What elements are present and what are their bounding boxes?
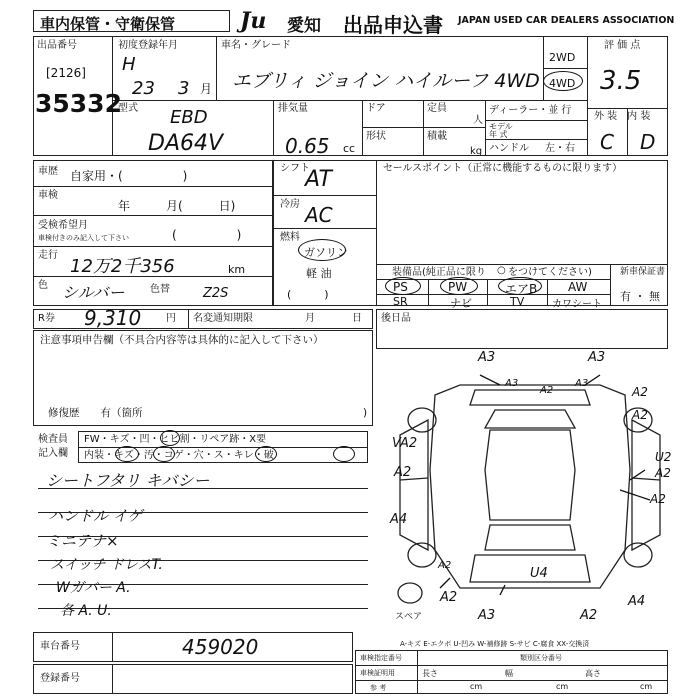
mark-a2-front-small: A2 (540, 385, 554, 396)
recv-label: 受検希望月 (38, 220, 88, 231)
car-name-label: 車名・グレード (221, 40, 291, 51)
code-dirt-circle (153, 446, 175, 462)
registration-label: 登録番号 (40, 673, 80, 684)
mark-a2-fr-2: A2 (632, 408, 648, 422)
equip-ps: PS (393, 280, 408, 294)
displacement-value: 0.65 (285, 134, 330, 158)
recycle-value: 9,310 (84, 306, 142, 330)
association-name: JAPAN USED CAR DEALERS ASSOCIATION (458, 15, 675, 26)
recycle-label: R券 (38, 313, 55, 324)
mark-a2-rear-right: A2 (580, 608, 598, 623)
equip-pw: PW (448, 280, 468, 294)
spare-label: スペア (395, 612, 423, 622)
wheel-fl (408, 408, 436, 432)
km-unit: km (228, 263, 246, 276)
fuel-gasoline-circle (298, 239, 346, 261)
equip-cushion: カワシート (552, 299, 602, 310)
score-label: 評 価 点 (604, 40, 641, 51)
displacement-label: 排気量 (278, 103, 308, 114)
cert-number-label: 車検指定番号 (360, 654, 402, 662)
note-line-2: ハンドル イゲ (48, 507, 143, 525)
person-unit: 人 (473, 115, 483, 126)
mark-a3-rear: A3 (478, 608, 496, 623)
mark-u4-rear: U4 (530, 566, 548, 581)
code-tear-circle (333, 446, 355, 462)
storage-label: 車内保管・守衛保管 (40, 15, 176, 33)
windshield (485, 410, 575, 428)
model-prefix: EBD (170, 107, 208, 128)
era-value: H (122, 54, 136, 75)
inspection-label: 車検 (38, 190, 58, 201)
code-dent-circle (160, 430, 180, 446)
lot-sub: [2126] (46, 66, 86, 80)
ext-int-label: 外 装 内 装 (594, 111, 651, 122)
recv-value: ( ) (172, 228, 242, 242)
equip-airbag-circle (498, 277, 542, 295)
equip-aw: AW (568, 280, 588, 294)
ac-value: AC (305, 203, 333, 227)
notice-day: 日 (352, 313, 362, 324)
inspector-row-1: FW・キズ・凹・ヒビ割・リペア跡・X要 (84, 434, 267, 445)
height-label: 高さ (585, 669, 601, 678)
warranty-label: 新車保証書 (620, 267, 666, 277)
fuel-paren: ( ) (287, 288, 329, 301)
inspector-label-2: 記入欄 (38, 448, 68, 459)
length-label: 長さ (422, 669, 438, 678)
registration-box (33, 664, 353, 694)
mark-a2-hatch: A2 (438, 560, 452, 571)
chassis-value: 459020 (182, 635, 259, 659)
4wd-circle (543, 71, 583, 91)
mark-a3-front-left: A3 (478, 350, 496, 365)
2wd-label: 2WD (549, 51, 576, 64)
lot-number: 35332 (35, 89, 122, 118)
recv-sub: 車検付きのみ記入して下さい (38, 234, 129, 242)
4wd-label: 4WD (549, 77, 576, 90)
fuel-label: 燃料 (280, 232, 300, 243)
dealer-label: ディーラー・並 行 (489, 105, 572, 116)
color-code-value: Z2S (203, 286, 229, 301)
lot-label: 出品番号 (37, 40, 77, 51)
mark-a2-fr-1: A2 (632, 385, 648, 399)
year-value: 23 (132, 78, 155, 99)
equip-sr: SR (393, 295, 408, 308)
month-value: 3 (178, 78, 190, 99)
fuel-gasoline: ガソリン (304, 246, 348, 259)
tax-notice-label: 名変通知期限 (193, 313, 253, 324)
color-value: シルバー (62, 283, 125, 302)
ju-logo: Ju (240, 8, 267, 34)
length-unit: cm (470, 682, 483, 691)
capacity-label: 定員 (427, 103, 447, 114)
note-line-1: シートフタリ キバシー (46, 471, 210, 490)
storage-label-box (33, 10, 230, 32)
class-number-label: 類別区分番号 (520, 654, 562, 662)
mark-a3-hood-left: A3 (505, 378, 519, 389)
car-hood-line (470, 390, 590, 405)
equip-label-2: をつけてください) (508, 267, 592, 278)
ref-label: 参 考 (370, 684, 387, 692)
sales-point-label: セールスポイント（正常に機能するものに限ります） (383, 163, 623, 174)
width-label: 幅 (505, 669, 513, 678)
door-label: ドア (366, 103, 386, 114)
model-label: 型式 (118, 103, 138, 114)
score-value: 3.5 (600, 66, 642, 96)
mark-a3-front-right: A3 (588, 350, 606, 365)
mark-a2-right-1: A2 (655, 466, 671, 480)
note-line-6: 各 A. U. (60, 603, 112, 619)
notice-label: 注意事項申告欄（不具合内容等は具体的に記入して下さい） (40, 334, 324, 346)
width-unit: cm (556, 682, 569, 691)
notice-month: 月 (305, 313, 315, 324)
right-side-panel (632, 420, 660, 550)
rear-items-box (376, 309, 668, 349)
model-year-label-1: モデル (489, 122, 513, 131)
mark-a2-left: A2 (394, 465, 412, 480)
equip-navi: ナビ (450, 297, 472, 310)
damage-legend: A-キズ E-エクボ U-凹み W-補修跡 S-サビ C-腐食 XX-交換済 (400, 640, 590, 648)
note-line-5: Wガバー A. (56, 580, 131, 596)
chassis-label: 車台番号 (40, 641, 80, 652)
equip-check-icon: ○ (497, 265, 506, 276)
color-change-label: 色替 (150, 284, 170, 295)
exterior-grade: C (600, 130, 614, 154)
code-scratch-circle (115, 446, 139, 462)
yen-unit: 円 (166, 313, 176, 324)
model-value: DA64V (148, 131, 224, 156)
code-s-circle (255, 446, 277, 462)
repair-history-close: ) (363, 407, 368, 419)
mark-a4-rear-right: A4 (628, 594, 646, 609)
mark-a2-rear-left: A2 (440, 590, 458, 605)
rear-window (485, 525, 575, 550)
mark-va2-left: VA2 (392, 436, 418, 451)
equip-tv: TV (510, 295, 525, 308)
aichi-label: 愛知 (287, 16, 321, 36)
kg-unit: kg (470, 146, 483, 157)
model-year-label-2: 年 式 (489, 130, 508, 139)
inspection-value: 年 月( 日) (118, 199, 236, 213)
first-reg-label: 初度登録年月 (118, 40, 178, 51)
warranty-value: 有 ・ 無 (620, 290, 660, 303)
height-unit: cm (640, 682, 653, 691)
car-name-value: エブリィ ジョイン ハイルーフ 4WD (232, 70, 540, 92)
equip-ps-circle (385, 277, 421, 295)
equip-pw-circle (440, 277, 478, 295)
cert-use-label: 車検証明用 (360, 669, 395, 677)
fuel-diesel: 軽 油 (306, 267, 332, 280)
mark-u2-right: U2 (655, 450, 672, 464)
shift-value: AT (305, 167, 332, 192)
mark-a3-hood-right: A3 (575, 378, 589, 389)
inspector-label-1: 検査員 (38, 434, 68, 445)
spare-tire (398, 583, 422, 603)
handle-opts: 左・右 (545, 143, 575, 154)
repair-history-label: 修復歴 有（箇所 (48, 407, 143, 419)
mark-a4-left: A4 (390, 512, 408, 527)
equip-airbag: エアB (505, 282, 538, 296)
shape-label: 形状 (366, 131, 386, 142)
month-unit: 月 (200, 82, 213, 96)
interior-grade: D (640, 130, 656, 154)
handle-label: ハンドル (489, 143, 529, 154)
history-value: 自家用・( ) (70, 169, 188, 183)
load-label: 積載 (427, 131, 447, 142)
car-roof (485, 430, 575, 520)
shift-label: シフト (280, 163, 310, 174)
car-outline-top (430, 385, 630, 588)
rear-items-label: 後日品 (381, 313, 411, 324)
history-label: 車歴 (38, 166, 58, 177)
equip-label: 装備品(純正品に限り (392, 267, 486, 278)
form-title: 出品申込書 (343, 13, 443, 37)
ac-label: 冷房 (280, 199, 300, 210)
color-label: 色 (38, 280, 48, 291)
inspector-row-2: 内装・キズ・汚・コゲ・穴・ス・キレ・破 (84, 450, 274, 461)
cc-unit: cc (343, 142, 356, 155)
mileage-value: 12万2千356 (70, 256, 175, 277)
mark-a2-right-2: A2 (650, 492, 666, 506)
mileage-label: 走行 (38, 250, 58, 261)
note-line-4: スイッチ ドレスT. (50, 557, 163, 573)
note-line-3: ミニテナ× (46, 532, 119, 550)
